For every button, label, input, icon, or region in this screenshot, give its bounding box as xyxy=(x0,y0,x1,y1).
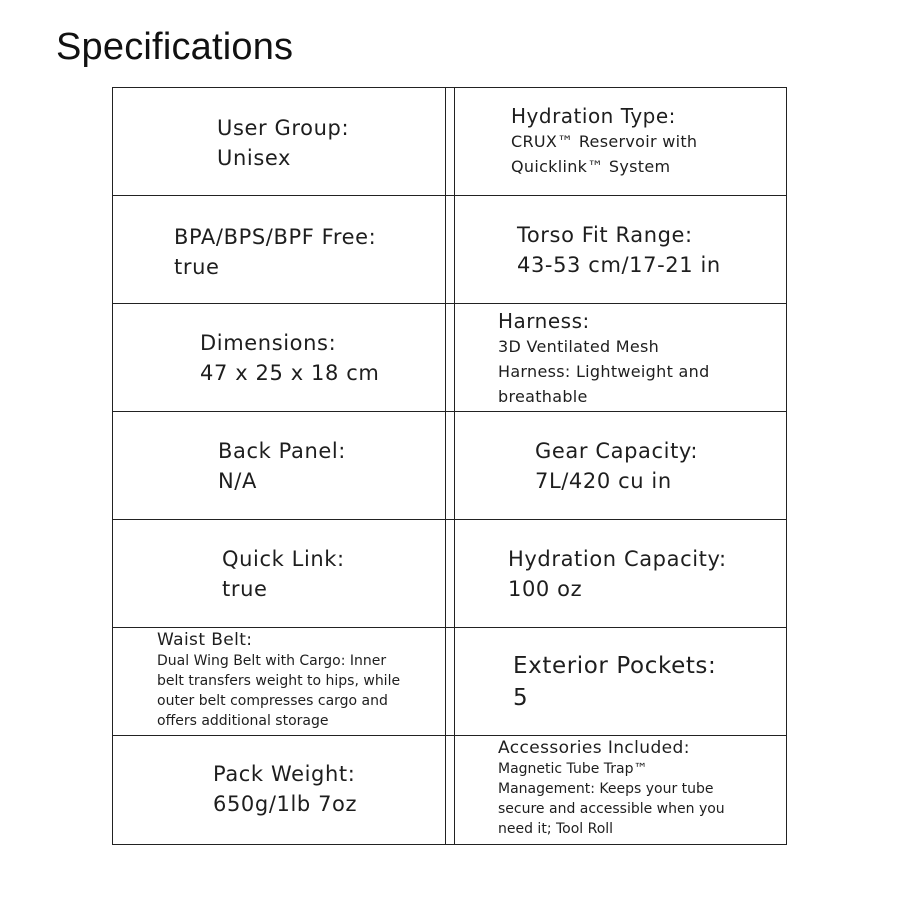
spec-gear-capacity xyxy=(535,436,698,496)
spec-label: Hydration Type: xyxy=(511,104,676,128)
spec-label: Back Panel: xyxy=(218,439,346,463)
table-divider-right xyxy=(454,87,455,845)
spec-value: 650g/1lb 7oz xyxy=(213,792,358,816)
spec-value: outer belt compresses cargo and xyxy=(157,693,388,709)
spec-bpa-free xyxy=(174,222,376,282)
table-divider-left xyxy=(445,87,446,845)
spec-pack-weight xyxy=(213,759,357,819)
spec-label: User Group: xyxy=(217,116,350,140)
spec-value: N/A xyxy=(218,469,257,493)
spec-value: Harness: Lightweight and xyxy=(498,362,710,381)
spec-hydration-capacity xyxy=(508,544,727,604)
spec-value: Dual Wing Belt with Cargo: Inner xyxy=(157,653,387,669)
page-title: Specifications xyxy=(56,26,294,68)
spec-user-group xyxy=(217,113,349,173)
spec-value: true xyxy=(222,577,268,601)
spec-quick-link xyxy=(222,544,345,604)
spec-value: 100 oz xyxy=(508,577,583,601)
spec-label: Accessories Included: xyxy=(498,738,690,758)
spec-harness xyxy=(498,308,710,409)
spec-label: Dimensions: xyxy=(200,331,337,355)
spec-value: true xyxy=(174,255,220,279)
spec-value: breathable xyxy=(498,387,588,406)
spec-value: Management: Keeps your tube xyxy=(498,781,714,797)
spec-dimensions xyxy=(200,328,379,388)
spec-value: CRUX™ Reservoir with xyxy=(511,132,698,151)
spec-value: 7L/420 cu in xyxy=(535,469,672,493)
row-separator xyxy=(112,195,787,196)
table-border-bottom xyxy=(112,844,787,845)
spec-label: Waist Belt: xyxy=(157,630,253,650)
spec-value: secure and accessible when you xyxy=(498,801,725,817)
row-separator xyxy=(112,303,787,304)
row-separator xyxy=(112,627,787,628)
spec-label: Torso Fit Range: xyxy=(517,223,693,247)
spec-value: 47 x 25 x 18 cm xyxy=(200,361,380,385)
spec-value: Unisex xyxy=(217,146,292,170)
row-separator xyxy=(112,411,787,412)
spec-back-panel xyxy=(218,436,346,496)
spec-exterior-pockets xyxy=(513,650,716,714)
spec-torso-fit xyxy=(517,220,721,280)
spec-label: Quick Link: xyxy=(222,547,345,571)
spec-label: Gear Capacity: xyxy=(535,439,699,463)
spec-value: Magnetic Tube Trap™ xyxy=(498,761,648,777)
spec-value: 3D Ventilated Mesh xyxy=(498,337,660,356)
row-separator xyxy=(112,519,787,520)
row-separator xyxy=(112,735,787,736)
spec-value: offers additional storage xyxy=(157,713,329,729)
spec-accessories xyxy=(498,738,725,839)
spec-label: Pack Weight: xyxy=(213,762,356,786)
spec-value: belt transfers weight to hips, while xyxy=(157,673,401,689)
spec-label: Harness: xyxy=(498,309,590,333)
spec-value: Quicklink™ System xyxy=(511,157,671,176)
spec-waist-belt xyxy=(157,630,400,731)
table-border-top xyxy=(112,87,787,88)
spec-value: need it; Tool Roll xyxy=(498,821,614,837)
spec-label: Exterior Pockets: xyxy=(513,653,717,679)
specifications-table xyxy=(112,87,787,845)
spec-label: Hydration Capacity: xyxy=(508,547,727,571)
table-border-right xyxy=(786,87,787,845)
spec-value: 43-53 cm/17-21 in xyxy=(517,253,721,277)
spec-label: BPA/BPS/BPF Free: xyxy=(174,225,377,249)
table-border-left xyxy=(112,87,113,845)
spec-hydration-type xyxy=(511,103,697,179)
spec-value: 5 xyxy=(513,685,529,711)
